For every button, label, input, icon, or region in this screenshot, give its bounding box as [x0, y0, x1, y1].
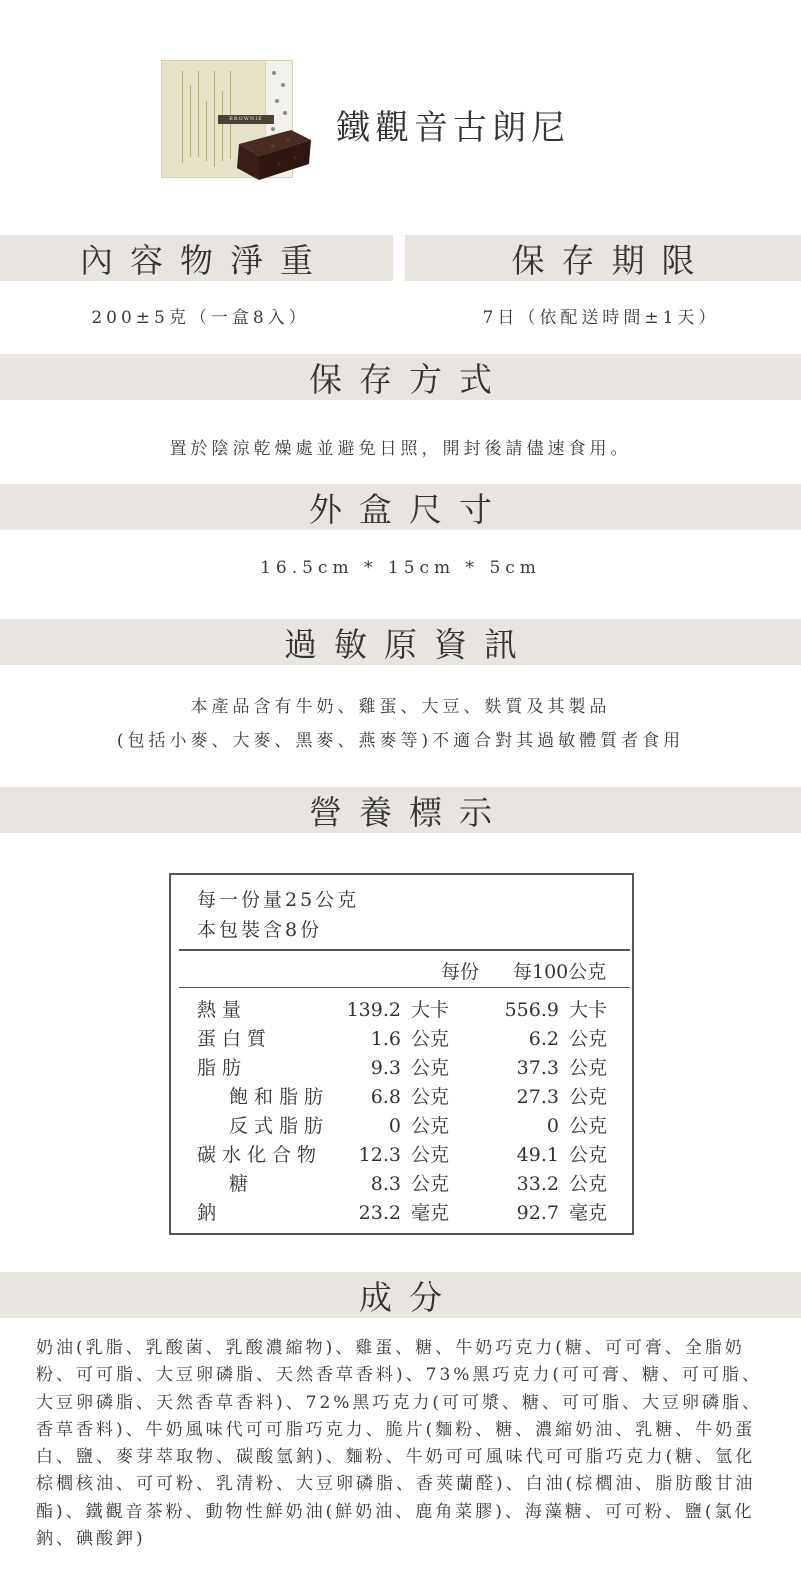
box-size-header: 外盒尺寸 [0, 484, 801, 530]
net-weight-value: 200±5克（一盒8入） [91, 308, 310, 328]
table-row: 糖 8.3 公克 33.2 公克 [229, 1173, 607, 1195]
col-per-100g: 每100公克 [513, 961, 607, 983]
divider [179, 987, 630, 988]
storage-header: 保存方式 [0, 354, 801, 400]
servings-per-package: 本包裝含8份 [197, 919, 323, 941]
table-row: 鈉 23.2 毫克 92.7 毫克 [197, 1202, 607, 1224]
box-size-text: 16.5cm * 15cm * 5cm [260, 558, 541, 578]
divider [179, 949, 630, 951]
ingredients-text: 奶油(乳脂、乳酸菌、乳酸濃縮物)、雞蛋、糖、牛奶巧克力(糖、可可膏、全脂奶粉、可可脂、大豆卵磷脂、天然香草香料)、73%黑巧克力(可可膏、糖、可可脂、大豆卵磷脂、天然香草香料)、72%黑巧克力(可可漿、糖、可可脂、大豆卵磷脂、香草香料)、牛奶風味代可可脂巧克力、脆片(麵粉、糖、濃縮奶油、乳糖、牛奶蛋白、鹽、麥芽萃取物、碳酸氫鈉)、麵粉、牛奶可可風味代可可脂巧克力(糖、氫化棕櫚核油、可可粉、乳清粉、大豆卵磷脂、香莢蘭醛)、白油(棕櫚油、脂肪酸甘油酯)、鐵觀音茶粉、動物性鮮奶油(鮮奶油、鹿角菜膠)、海藻糖、可可粉、鹽(氯化鈉、碘酸鉀) [36, 1338, 763, 1550]
nutrition-table [169, 873, 634, 1235]
nutrition-header: 營養標示 [0, 787, 801, 833]
allergen-header: 過敏原資訊 [0, 619, 801, 665]
product-title: 鐵觀音古朗尼 [336, 108, 570, 148]
brownie-image [233, 128, 313, 182]
box-label: BROWNIE [218, 115, 274, 124]
allergen-line-2: (包括小麥、大麥、黑麥、燕麥等)不適合對其過敏體質者食用 [116, 731, 685, 751]
table-row: 蛋白質 1.6 公克 6.2 公克 [197, 1028, 607, 1050]
net-weight-header: 內容物淨重 [0, 235, 393, 281]
serving-size: 每一份量25公克 [197, 889, 360, 911]
allergen-line-1: 本產品含有牛奶、雞蛋、大豆、麩質及其製品 [190, 697, 611, 717]
shelf-life-value: 7日（依配送時間±1天） [482, 308, 720, 328]
ingredients-header: 成分 [0, 1272, 801, 1318]
table-row: 脂肪 9.3 公克 37.3 公克 [197, 1057, 607, 1079]
table-row: 飽和脂肪 6.8 公克 27.3 公克 [229, 1086, 607, 1108]
product-image [161, 60, 321, 188]
shelf-life-header: 保存期限 [405, 235, 801, 281]
table-row: 熱量 139.2 大卡 556.9 大卡 [197, 999, 607, 1021]
table-row: 反式脂肪 0 公克 0 公克 [229, 1115, 607, 1137]
table-row: 碳水化合物 12.3 公克 49.1 公克 [197, 1144, 607, 1166]
storage-text: 置於陰涼乾燥處並避免日照，開封後請儘速食用。 [169, 439, 632, 459]
col-per-serving: 每份 [441, 961, 480, 983]
